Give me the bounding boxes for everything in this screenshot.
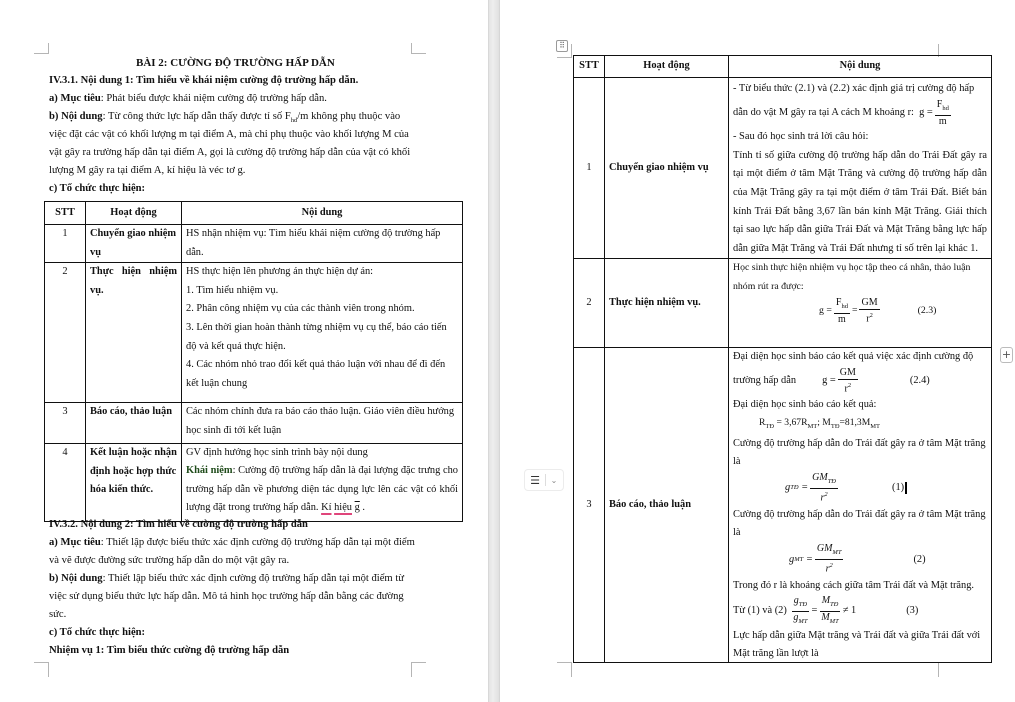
formula-lhs: g (789, 553, 795, 565)
table-move-handle[interactable]: ⠿ (556, 40, 568, 52)
equation-number: (1) (892, 482, 905, 494)
layout-options-button[interactable] (524, 469, 564, 491)
content-line: Đại diện học sinh báo cáo kết quả: (733, 398, 877, 410)
content-line: nhóm rút ra được: (733, 280, 804, 292)
header-content: Nội dung (729, 56, 992, 78)
text: : Thiết lập được biểu thức xác định cường độ trường hấp dẫn tại một điểm (100, 537, 415, 548)
cell-content (729, 77, 992, 259)
page-left (0, 0, 488, 702)
text-line: việc đặt các vật có khối lượng m tại điểm A, mà chỉ phụ thuộc vào khối lượng M của (49, 129, 409, 140)
content-line: là (733, 526, 741, 538)
fraction (815, 543, 844, 575)
table-row (45, 444, 463, 522)
formula-lhs: g = (822, 375, 836, 387)
margin-corner-mark (938, 662, 953, 677)
margin-corner-mark (34, 43, 49, 54)
concept-label: Khái niệm (186, 465, 233, 477)
subscript: TĐ (798, 600, 808, 608)
cell-content (729, 259, 992, 348)
denominator: r (844, 383, 848, 395)
text: =81,3M (839, 416, 871, 428)
subscript: MT (794, 555, 804, 563)
spellcheck-word[interactable]: Kí (321, 501, 332, 513)
content-line: 3. Lên thời gian hoàn thành từng nhiệm vụ cụ thể, báo cáo tiến độ và kết quả thực hiện. (186, 321, 447, 352)
fraction (859, 297, 879, 325)
cell-activity: Chuyển giao nhiệm vụ (605, 77, 729, 259)
fraction (935, 99, 951, 128)
cell-activity: Chuyển giao nhiệm vụ (86, 225, 182, 263)
fraction (810, 472, 838, 504)
section-heading: IV.3.1. Nội dung 1: Tìm hiểu về khái niệm cường độ trường hấp dẫn. (49, 75, 359, 86)
formula-1: g TĐ = $\frac{GM_{TĐ}}{r^2}$ (1) (733, 470, 987, 506)
header-content: Nội dung (182, 202, 463, 225)
table-row (574, 77, 992, 259)
table-row (574, 259, 992, 348)
text: /m không phụ thuộc vào (297, 111, 401, 122)
text-line: và vẽ được đường sức trường hấp dẫn do một vật gây ra. (49, 555, 290, 566)
formula-2-4 (733, 366, 987, 396)
denominator: M (821, 611, 830, 623)
cell-activity: Thực hiện nhiệm vụ. (86, 263, 182, 403)
concept-paragraph (186, 462, 458, 517)
text: : Phát biểu được khái niệm cường độ trường hấp dẫn. (100, 93, 327, 104)
text: . (359, 501, 366, 513)
subscript: MT (832, 549, 842, 557)
numerator: GM (839, 366, 856, 378)
content-line: GV định hướng học sinh trình bày nội dung (186, 447, 368, 459)
table-header-row (574, 56, 992, 78)
subscript: TĐ (790, 484, 799, 492)
formula-2: g MT = $\frac{GM_{MT}}{r^2}$ (2) (789, 543, 926, 575)
text-line: việc sử dụng biểu thức lực hấp dẫn. Mô tả hình học trường hấp dẫn bằng các đường (49, 591, 404, 602)
cell-activity: Kết luận hoặc nhận định hoặc hợp thức hóa kiến thức. (86, 444, 182, 522)
table-header-row (45, 202, 463, 225)
concept-text: : Cường độ trường hấp dẫn là đại lượng đặc trưng cho trường hấp dẫn về phương diện tác dụng lực lên các vật có khối lượng đặt trong trường hấp dẫn. (186, 465, 458, 513)
superscript: 2 (829, 562, 833, 570)
page-gap (488, 0, 500, 702)
numerator: g (793, 594, 799, 606)
text: : Thiết lập biểu thức xác định cường độ trường hấp dẫn tại một điểm từ (102, 573, 404, 584)
cell-stt: 2 (574, 259, 605, 348)
text: ; M (817, 416, 831, 428)
formula-lhs: g = (919, 106, 933, 118)
text-cursor (905, 482, 907, 494)
subscript: TĐ (830, 422, 840, 430)
text: Từ (1) và (2) (733, 605, 787, 617)
superscript: 2 (824, 491, 828, 499)
content-line: là (733, 455, 741, 467)
subscript: TĐ (765, 422, 775, 430)
vector-symbol: $\overline{g}$ (354, 501, 360, 513)
subscript: TĐ (827, 478, 836, 486)
question-paragraph: Tính tỉ số giữa cường độ trường hấp dẫn do Trái Đất gây ra tại một điểm ở tâm Mặt Trăng và cường độ trường hấp dẫn của Mặt Trăng gây ra tại một điểm ở tâm Trái Đất. Biết bán kính Trái Đất bằng 3,67 lần bán kính Mặt Trăng. Giải thích tại sao lực hấp dẫn giữa Trái Đất và Mặt Trăng bằng lực hấp dẫn giữa Mặt Trăng và Trái Đất nhưng tỉ số trên lại khác 1. (733, 149, 987, 254)
equation-number: (2.3) (917, 305, 937, 317)
denominator: m (938, 115, 947, 127)
table-row (45, 263, 463, 403)
cell-stt: 3 (574, 348, 605, 663)
table-row (574, 348, 992, 663)
text: dẫn do vật M gây ra tại A cách M khoảng r: (733, 106, 914, 118)
not-equal: ≠ 1 (842, 605, 857, 617)
formula-line (733, 98, 987, 128)
numerator: GM (816, 543, 833, 555)
content-line: Đại diện học sinh báo cáo kết quả việc xác định cường độ (733, 351, 974, 363)
denominator: g (793, 611, 799, 623)
label: b) Nội dung (49, 573, 103, 584)
cell-content: HS nhận nhiệm vụ: Tìm hiểu khái niệm cường độ trường hấp dẫn. (182, 225, 463, 263)
cell-content (182, 444, 463, 522)
content-line: Lực hấp dẫn giữa Mặt trăng và Trái đất và giữa Trái đất với (733, 630, 981, 641)
label: a) Mục tiêu (49, 537, 101, 548)
paragraph (49, 570, 404, 588)
equation-number: (3) (906, 605, 919, 617)
subscript: TĐ (830, 600, 839, 608)
text: = 3,67R (774, 416, 808, 428)
subscript: MT (829, 617, 839, 625)
formula-2-3 (733, 297, 987, 327)
superscript: 2 (847, 381, 852, 389)
cell-content (729, 348, 992, 663)
table-row (45, 403, 463, 444)
given-values (733, 414, 987, 436)
denominator: r (820, 492, 825, 504)
activity-table-continued (573, 55, 992, 663)
content-line: Cường độ trường hấp dẫn do Trái đất gây ra ở tâm Mặt trăng (733, 509, 986, 521)
equals: = (851, 305, 858, 317)
activity-table (44, 201, 463, 522)
numerator: GM (861, 297, 878, 309)
equation-number: (2) (913, 553, 926, 565)
formula-3: Từ (1) và (2) $\frac{g_{TĐ}}{g_{MT}}$ = $\frac{M_{TĐ}}{M_{MT}}$ ≠ 1 (3) (733, 595, 987, 627)
margin-corner-mark (411, 662, 426, 677)
content-line: Học sinh thực hiện nhiệm vụ học tập theo cá nhân, thảo luận (733, 262, 971, 274)
subheading: c) Tổ chức thực hiện: (49, 627, 146, 638)
paragraph (49, 90, 327, 108)
subscript: hd (841, 303, 848, 311)
cell-stt: 4 (45, 444, 86, 522)
content-line: Cường độ trường hấp dẫn do Trái đất gây ra ở tâm Mặt trăng (733, 438, 986, 450)
fraction (838, 367, 858, 395)
text-line: lượng M gây ra tại điểm A, kí hiệu là véc tơ g. (49, 165, 246, 176)
fraction (791, 595, 809, 628)
subscript: hd (942, 104, 949, 112)
subscript: MT (798, 617, 808, 625)
content-line: 1. Tìm hiểu nhiệm vụ. (186, 284, 279, 296)
header-stt: STT (574, 56, 605, 78)
page-title: BÀI 2: CƯỜNG ĐỘ TRƯỜNG HẤP DẪN (136, 57, 335, 69)
add-column-button[interactable]: + (1001, 348, 1012, 361)
subscript: MT (870, 422, 880, 430)
label: b) Nội dung (49, 111, 103, 122)
layout-options-icon[interactable]: ☰ (530, 473, 540, 487)
spellcheck-word[interactable]: hiệu (334, 501, 352, 513)
content-line: 4. Các nhóm nhỏ trao đổi kết quả thảo luận với nhau để đi đến kết luận chung (186, 359, 446, 389)
numerator: GM (812, 472, 828, 484)
section-heading: IV.3.2. Nội dung 2: Tìm hiểu về cường độ trường hấp dẫn (49, 519, 308, 530)
subscript: MT (807, 422, 818, 430)
header-activity: Hoạt động (86, 202, 182, 225)
cell-activity: Báo cáo, thảo luận (605, 348, 729, 663)
paragraph (49, 534, 415, 552)
content-line: Mặt trăng lần lượt là (733, 647, 819, 659)
formula-lhs: g = (819, 305, 832, 317)
content-line: - Từ biểu thức (2.1) và (2.2) xác định giá trị cường độ hấp (733, 82, 975, 94)
cell-stt: 3 (45, 403, 86, 444)
subheading: c) Tổ chức thực hiện: (49, 183, 146, 194)
cell-stt: 2 (45, 263, 86, 403)
content-line: 2. Phân công nhiệm vụ của các thành viên trong nhóm. (186, 303, 415, 315)
margin-corner-mark (34, 662, 49, 677)
table-row (45, 225, 463, 263)
task-heading: Nhiệm vụ 1: Tìm biểu thức cường độ trường hấp dẫn (49, 645, 290, 656)
content-line: Trong đó r là khoảng cách giữa tâm Trái đất và Mặt trăng. (733, 580, 975, 592)
chevron-down-icon[interactable]: ⌄ (550, 475, 558, 485)
formula-lhs: g (785, 482, 791, 494)
denominator: m (838, 314, 846, 326)
text: trường hấp dẫn (733, 375, 797, 387)
numerator: F (936, 98, 943, 110)
content-line: - Sau đó học sinh trả lời câu hỏi: (733, 131, 869, 143)
text: R (759, 416, 766, 428)
label: a) Mục tiêu (49, 93, 101, 104)
content-line: HS thực hiện lên phương án thực hiện dự án: (186, 266, 374, 278)
superscript: 2 (869, 312, 873, 320)
header-activity: Hoạt động (605, 56, 729, 78)
cell-stt: 1 (574, 77, 605, 259)
margin-corner-mark (411, 43, 426, 54)
numerator: M (821, 594, 831, 606)
cell-content (182, 263, 463, 403)
equation-number: (2.4) (909, 375, 930, 387)
text: : Từ công thức lực hấp dẫn thấy được tỉ số F (102, 111, 291, 122)
fraction (819, 595, 840, 628)
numerator: F (835, 297, 842, 309)
cell-activity: Báo cáo, thảo luận (86, 403, 182, 444)
fraction (834, 297, 850, 326)
denominator: r (825, 563, 830, 575)
header-stt: STT (45, 202, 86, 225)
cell-activity: Thực hiện nhiệm vụ. (605, 259, 729, 348)
cell-content: Các nhóm chính đưa ra báo cáo thảo luận. Giáo viên điều hướng học sinh đi tới kết luận (182, 403, 463, 444)
cell-stt: 1 (45, 225, 86, 263)
denominator: r (866, 313, 870, 325)
text-line: sức. (49, 609, 67, 620)
margin-corner-mark (557, 662, 572, 677)
subscript: hd (290, 117, 298, 125)
text-line: vật gây ra trường hấp dẫn tại điểm A, gọi là cường độ trường hấp dẫn của vật có khối (49, 147, 411, 158)
